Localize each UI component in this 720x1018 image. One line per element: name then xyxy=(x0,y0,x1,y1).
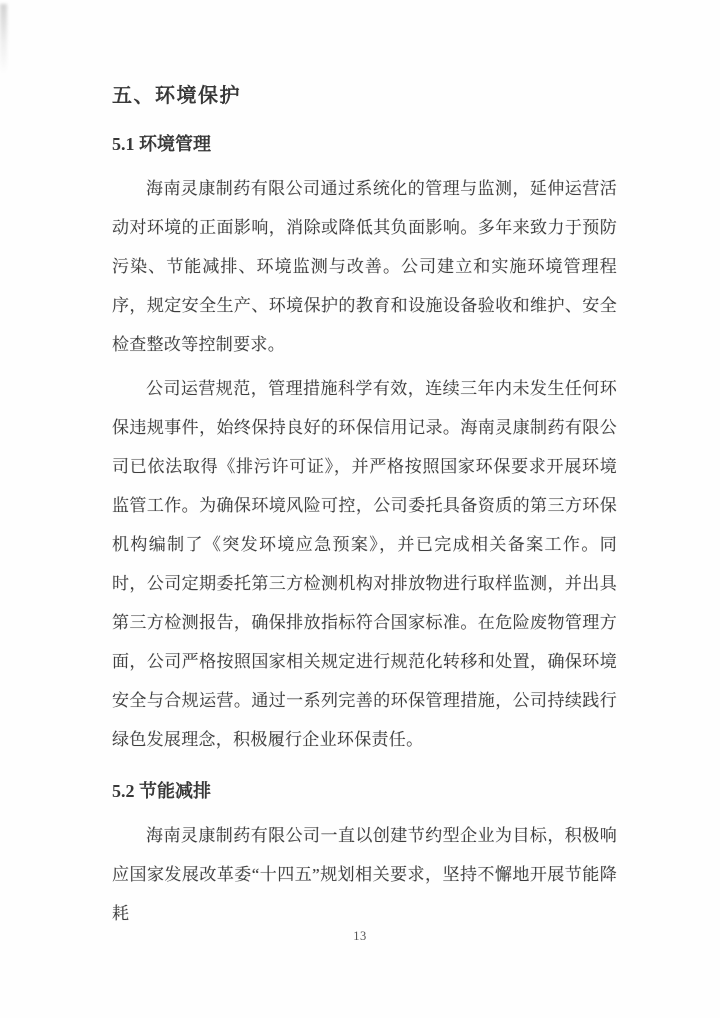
paragraph-environment-management-1: 海南灵康制药有限公司通过系统化的管理与监测，延伸运营活动对环境的正面影响，消除或降低其负面影响。多年来致力于预防污染、节能减排、环境监测与改善。公司建立和实施环境管理程序，规定安全生产、环境保护的教育和设施设备验收和维护、安全检查整改等控制要求。 xyxy=(112,179,617,354)
section-heading-5-2: 5.2 节能减排 xyxy=(112,781,211,801)
paragraph-environment-management-2: 公司运营规范，管理措施科学有效，连续三年内未发生任何环保违规事件，始终保持良好的环保信用记录。海南灵康制药有限公司已依法取得《排污许可证》，并严格按照国家环保要求开展环境监管工作。为确保环境风险可控，公司委托具备资质的第三方环保机构编制了《突发环境应急预案》，并已完成相关备案工作。同时，公司定期委托第三方检测机构对排放物进行取样监测，并出具第三方检测报告，确保排放指标符合国家标准。在危险废物管理方面，公司严格按照国家相关规定进行规范化转移和处置，确保环境安全与合规运营。通过一系列完善的环保管理措施，公司持续践行绿色发展理念，积极履行企业环保责任。 xyxy=(112,379,617,749)
section-heading-5-1: 5.1 环境管理 xyxy=(112,134,211,154)
page-number: 13 xyxy=(353,929,367,943)
paragraph-energy-saving-1: 海南灵康制药有限公司一直以创建节约型企业为目标，积极响应国家发展改革委“十四五”规划相关要求，坚持不懈地开展节能降耗 xyxy=(112,826,617,923)
page-content xyxy=(112,84,617,933)
chapter-title: 五、环境保护 xyxy=(112,85,241,107)
scan-edge-artifact xyxy=(0,4,7,74)
